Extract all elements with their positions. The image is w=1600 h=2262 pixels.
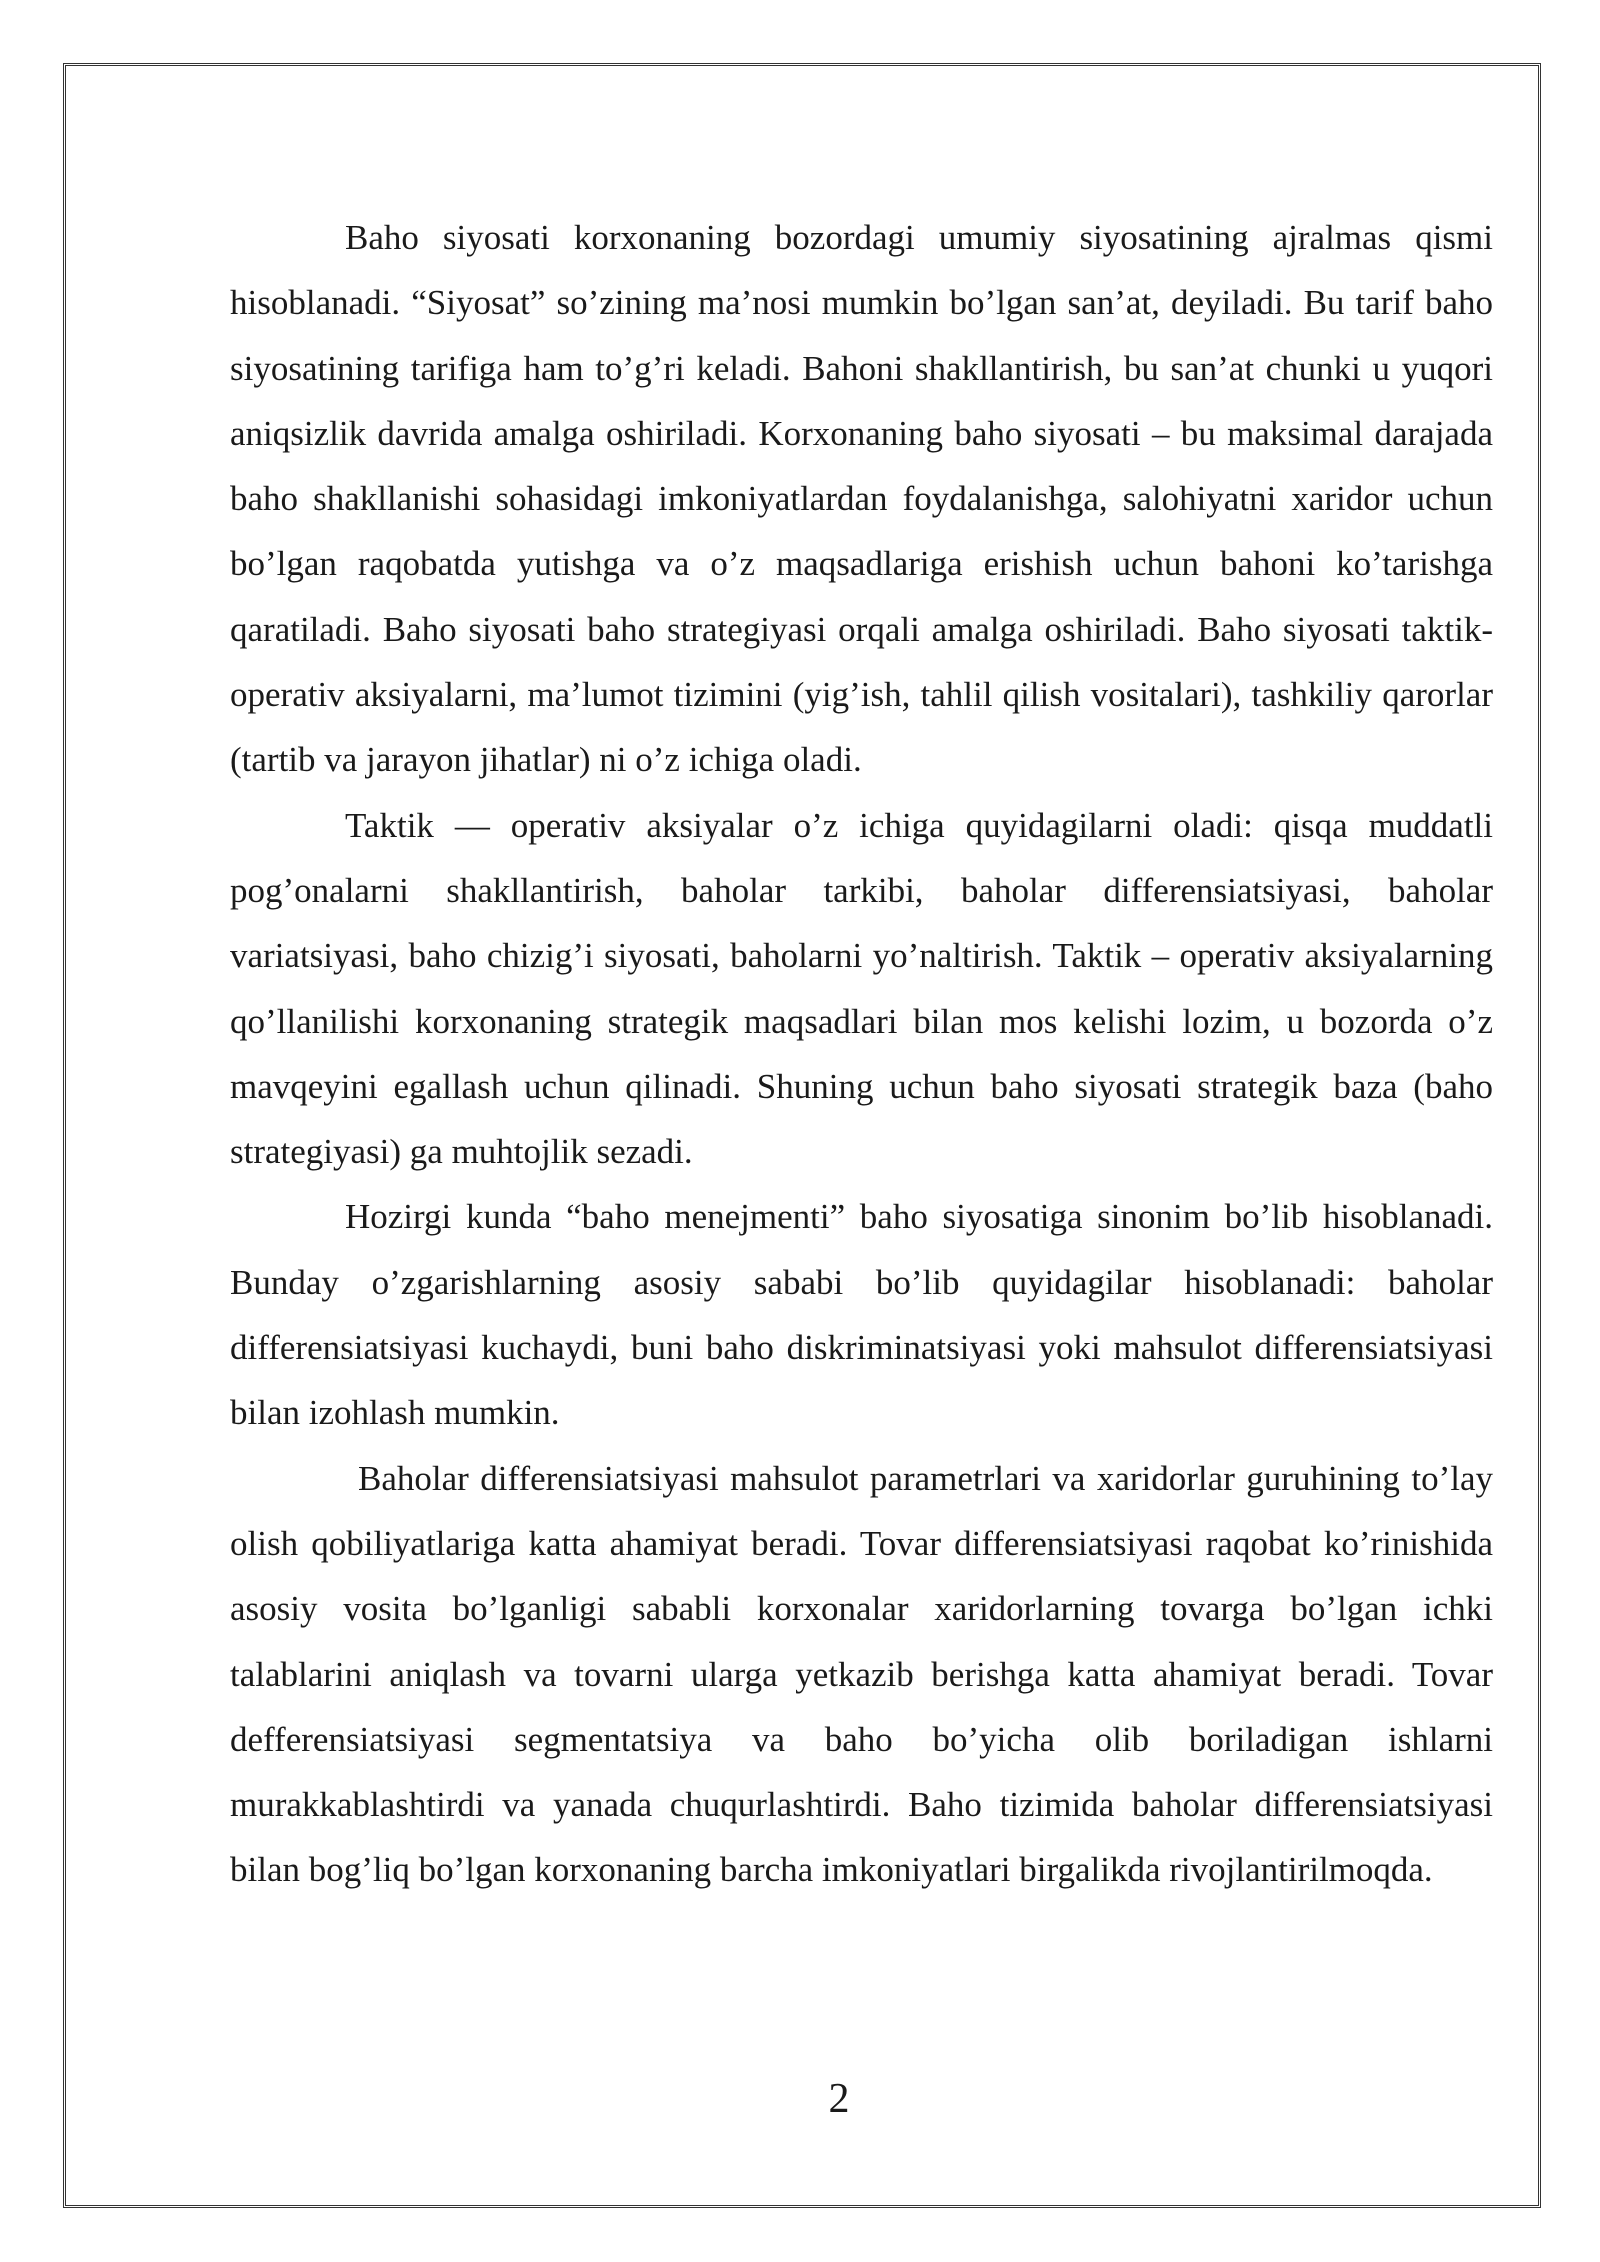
paragraph-4: Baholar differensiatsiyasi mahsulot parametrlari va xaridorlar guruhining to’lay olish qobiliyatlariga katta ahamiyat beradi. Tovar differensiatsiyasi raqobat ko’rinishida asosiy vosita bo’lganligi sababli korxonalar xaridorlarning tovarga bo’lgan ichki talablarini aniqlash va tovarni ularga yetkazib berishga katta ahamiyat beradi. Tovar defferensiatsiyasi segmentatsiya va baho bo’yicha olib boriladigan ishlarni murakkablashtirdi va yanada chuqurlashtirdi. Baho tizimida baholar differensiatsiyasi bilan bog’liq bo’lgan korxonaning barcha imkoniyatlari birgalikda rivojlantirilmoqda. — [230, 1458, 1493, 1890]
paragraph-1: Baho siyosati korxonaning bozordagi umumiy siyosatining ajralmas qismi hisoblanadi. “Siyosat” so’zining ma’nosi mumkin bo’lgan san’at, deyiladi. Bu tarif baho siyosatining tarifiga ham to’g’ri keladi. Bahoni shakllantirish, bu san’at chunki u yuqori aniqsizlik davrida amalga oshiriladi. Korxonaning baho siyosati – bu maksimal darajada baho shakllanishi sohasidagi imkoniyatlardan foydalanishga, salohiyatni xaridor uchun bo’lgan raqobatda yutishga va o’z maqsadlariga erishish uchun bahoni ko’tarishga qaratiladi. Baho siyosati baho strategiyasi orqali amalga oshiriladi. Baho siyosati taktik-operativ aksiyalarni, ma’lumot tizimini (yig’ish, tahlil qilish vositalari), tashkiliy qarorlar (tartib va jarayon jihatlar) ni o’z ichiga oladi. — [230, 218, 1493, 780]
paragraph-2: Taktik — operativ aksiyalar o’z ichiga quyidagilarni oladi: qisqa muddatli pog’onalarni shakllantirish, baholar tarkibi, baholar differensiatsiyasi, baholar variatsiyasi, baho chizig’i siyosati, baholarni yo’naltirish. Taktik – operativ aksiyalarning qo’llanilishi korxonaning strategik maqsadlari bilan mos kelishi lozim, u bozorda o’z mavqeyini egallash uchun qilinadi. Shuning uchun baho siyosati strategik baza (baho strategiyasi) ga muhtojlik sezadi. — [230, 805, 1493, 1172]
document-body — [230, 205, 1493, 1903]
paragraph-3: Hozirgi kunda “baho menejmenti” baho siyosatiga sinonim bo’lib hisoblanadi. Bunday o’zgarishlarning asosiy sababi bo’lib quyidagilar hisoblanadi: baholar differensiatsiyasi kuchaydi, buni baho diskriminatsiyasi yoki mahsulot differensiatsiyasi bilan izohlash mumkin. — [230, 1197, 1493, 1433]
page-number: 2 — [828, 2076, 850, 2122]
